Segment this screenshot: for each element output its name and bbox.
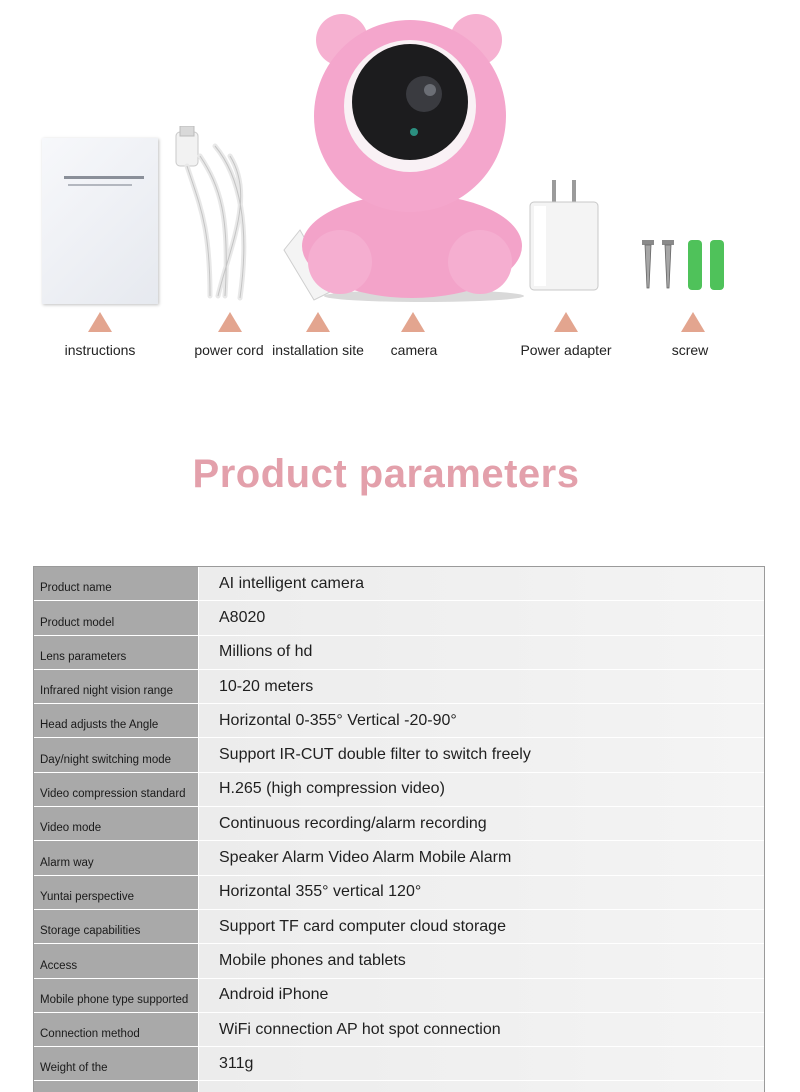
- power-adapter-image: [526, 178, 602, 292]
- parameter-value: Continuous recording/alarm recording: [199, 807, 764, 840]
- parameter-name: Access: [34, 944, 199, 977]
- parameter-name: Product model: [34, 601, 199, 634]
- table-row: [34, 807, 764, 841]
- parameter-name: Day/night switching mode: [34, 738, 199, 771]
- parameters-table: [33, 566, 765, 1092]
- pointer-arrow: [88, 312, 112, 332]
- section-title: Product parameters: [192, 452, 580, 496]
- table-row: [34, 636, 764, 670]
- table-row: [34, 876, 764, 910]
- parameter-name: Head adjusts the Angle: [34, 704, 199, 737]
- camera-image: [274, 10, 534, 304]
- table-row: [34, 773, 764, 807]
- table-row: [34, 738, 764, 772]
- pointer-arrow: [401, 312, 425, 332]
- parameter-value: 311g: [199, 1047, 764, 1080]
- table-row: [34, 1013, 764, 1047]
- parameter-name: Video mode: [34, 807, 199, 840]
- parameter-value: Millions of hd: [199, 636, 764, 669]
- table-row: [34, 567, 764, 601]
- parameter-value: Support IR-CUT double filter to switch freely: [199, 738, 764, 771]
- label-instructions: instructions: [64, 342, 136, 358]
- pointer-arrow: [681, 312, 705, 332]
- label-power-cord: power cord: [194, 342, 264, 358]
- label-installation-site: installation site: [272, 342, 364, 358]
- pointer-arrow: [554, 312, 578, 332]
- pointer-arrow: [218, 312, 242, 332]
- table-row: [34, 1047, 764, 1081]
- label-camera: camera: [390, 342, 438, 358]
- pointer-arrow: [306, 312, 330, 332]
- parameter-name: Product name: [34, 567, 199, 600]
- table-row: [34, 910, 764, 944]
- parameter-value: WiFi connection AP hot spot connection: [199, 1013, 764, 1046]
- package-contents: [0, 0, 800, 390]
- label-screw: screw: [671, 342, 709, 358]
- table-row: [34, 601, 764, 635]
- table-row: [34, 670, 764, 704]
- parameter-value: Horizontal 0-355° Vertical -20-90°: [199, 704, 764, 737]
- parameter-name: Mobile phone type supported: [34, 979, 199, 1012]
- parameter-value: Mobile phones and tablets: [199, 944, 764, 977]
- parameter-value: H.265 (high compression video): [199, 773, 764, 806]
- parameter-name: [34, 1081, 199, 1092]
- parameter-name: Alarm way: [34, 841, 199, 874]
- table-row: [34, 944, 764, 978]
- parameter-name: Storage capabilities: [34, 910, 199, 943]
- parameter-value: Android iPhone: [199, 979, 764, 1012]
- power-cord-image: [170, 126, 260, 306]
- table-row: [34, 841, 764, 875]
- screws-image: [638, 238, 728, 294]
- parameter-name: Connection method: [34, 1013, 199, 1046]
- parameter-name: Infrared night vision range: [34, 670, 199, 703]
- label-power-adapter: Power adapter: [520, 342, 612, 358]
- parameter-value: [199, 1081, 764, 1092]
- parameter-value: Horizontal 355° vertical 120°: [199, 876, 764, 909]
- table-row: [34, 979, 764, 1013]
- parameter-name: Video compression standard: [34, 773, 199, 806]
- parameter-name: Lens parameters: [34, 636, 199, 669]
- parameter-name: Weight of the: [34, 1047, 199, 1080]
- parameter-name: Yuntai perspective: [34, 876, 199, 909]
- parameter-value: Support TF card computer cloud storage: [199, 910, 764, 943]
- table-row: [34, 704, 764, 738]
- parameter-value: A8020: [199, 601, 764, 634]
- instruction-manual-image: [42, 138, 158, 304]
- parameter-value: 10-20 meters: [199, 670, 764, 703]
- parameter-value: Speaker Alarm Video Alarm Mobile Alarm: [199, 841, 764, 874]
- parameter-value: AI intelligent camera: [199, 567, 764, 600]
- table-row: [34, 1081, 764, 1092]
